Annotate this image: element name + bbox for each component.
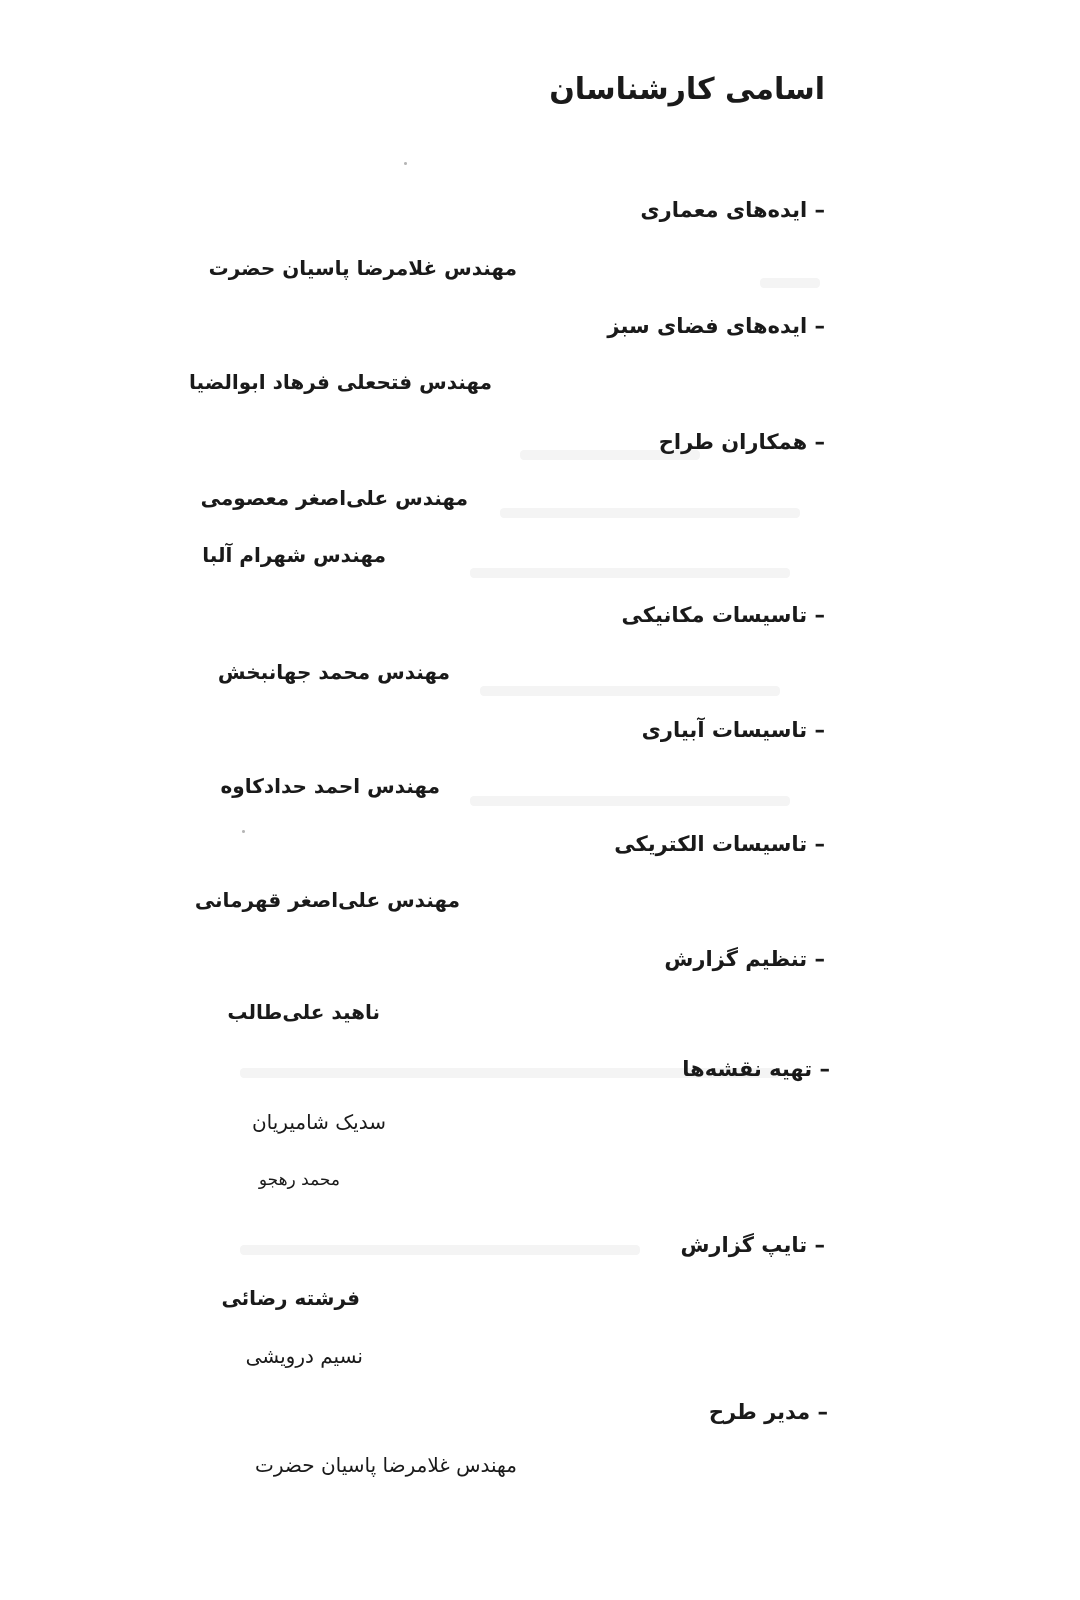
section-heading-architectural-ideas: – ایده‌های معماری [640, 198, 825, 222]
bleed-through-mark [470, 568, 790, 578]
expert-name: مهندس غلامرضا پاسیان حضرت [208, 256, 517, 280]
section-heading-green-space-ideas: – ایده‌های فضای سبز [607, 314, 825, 338]
bleed-through-mark [760, 278, 820, 288]
expert-name: سدیک شامیریان [251, 1110, 386, 1134]
scan-speck [404, 162, 407, 165]
expert-name: مهندس محمد جهانبخش [217, 660, 450, 684]
section-heading-report-typing: – تایپ گزارش [680, 1233, 825, 1257]
section-heading-design-collaborators: – همکاران طراح [658, 430, 825, 454]
expert-name: ناهید علی‌طالب [227, 1000, 380, 1024]
section-heading-mechanical-installations: – تاسیسات مکانیکی [621, 603, 825, 627]
bleed-through-mark [240, 1245, 640, 1255]
section-heading-project-manager: – مدیر طرح [708, 1400, 828, 1424]
expert-name: فرشته رضائی [221, 1286, 360, 1310]
expert-name: مهندس علی‌اصغر قهرمانی [194, 888, 460, 912]
expert-name: مهندس احمد حدادکاوه [220, 774, 440, 798]
scan-speck [242, 830, 245, 833]
bleed-through-mark [480, 686, 780, 696]
expert-name: مهندس غلامرضا پاسیان حضرت [255, 1453, 517, 1477]
section-heading-electrical-installations: – تاسیسات الکتریکی [614, 832, 825, 856]
expert-name: محمد رهجو [258, 1170, 340, 1190]
section-heading-map-preparation: – تهیه نقشه‌ها [682, 1057, 830, 1081]
bleed-through-mark [500, 508, 800, 518]
section-heading-report-preparation: – تنظیم گزارش [664, 947, 825, 971]
expert-name: مهندس فتحعلی فرهاد ابوالضیا [189, 370, 492, 394]
expert-name: مهندس علی‌اصغر معصومی [200, 486, 468, 510]
bleed-through-mark [470, 796, 790, 806]
section-heading-irrigation-installations: – تاسیسات آبیاری [641, 718, 825, 742]
expert-name: مهندس شهرام آلبا [202, 543, 386, 567]
expert-name: نسیم درویشی [245, 1344, 363, 1368]
page-title: اسامی کارشناسان [549, 72, 825, 107]
